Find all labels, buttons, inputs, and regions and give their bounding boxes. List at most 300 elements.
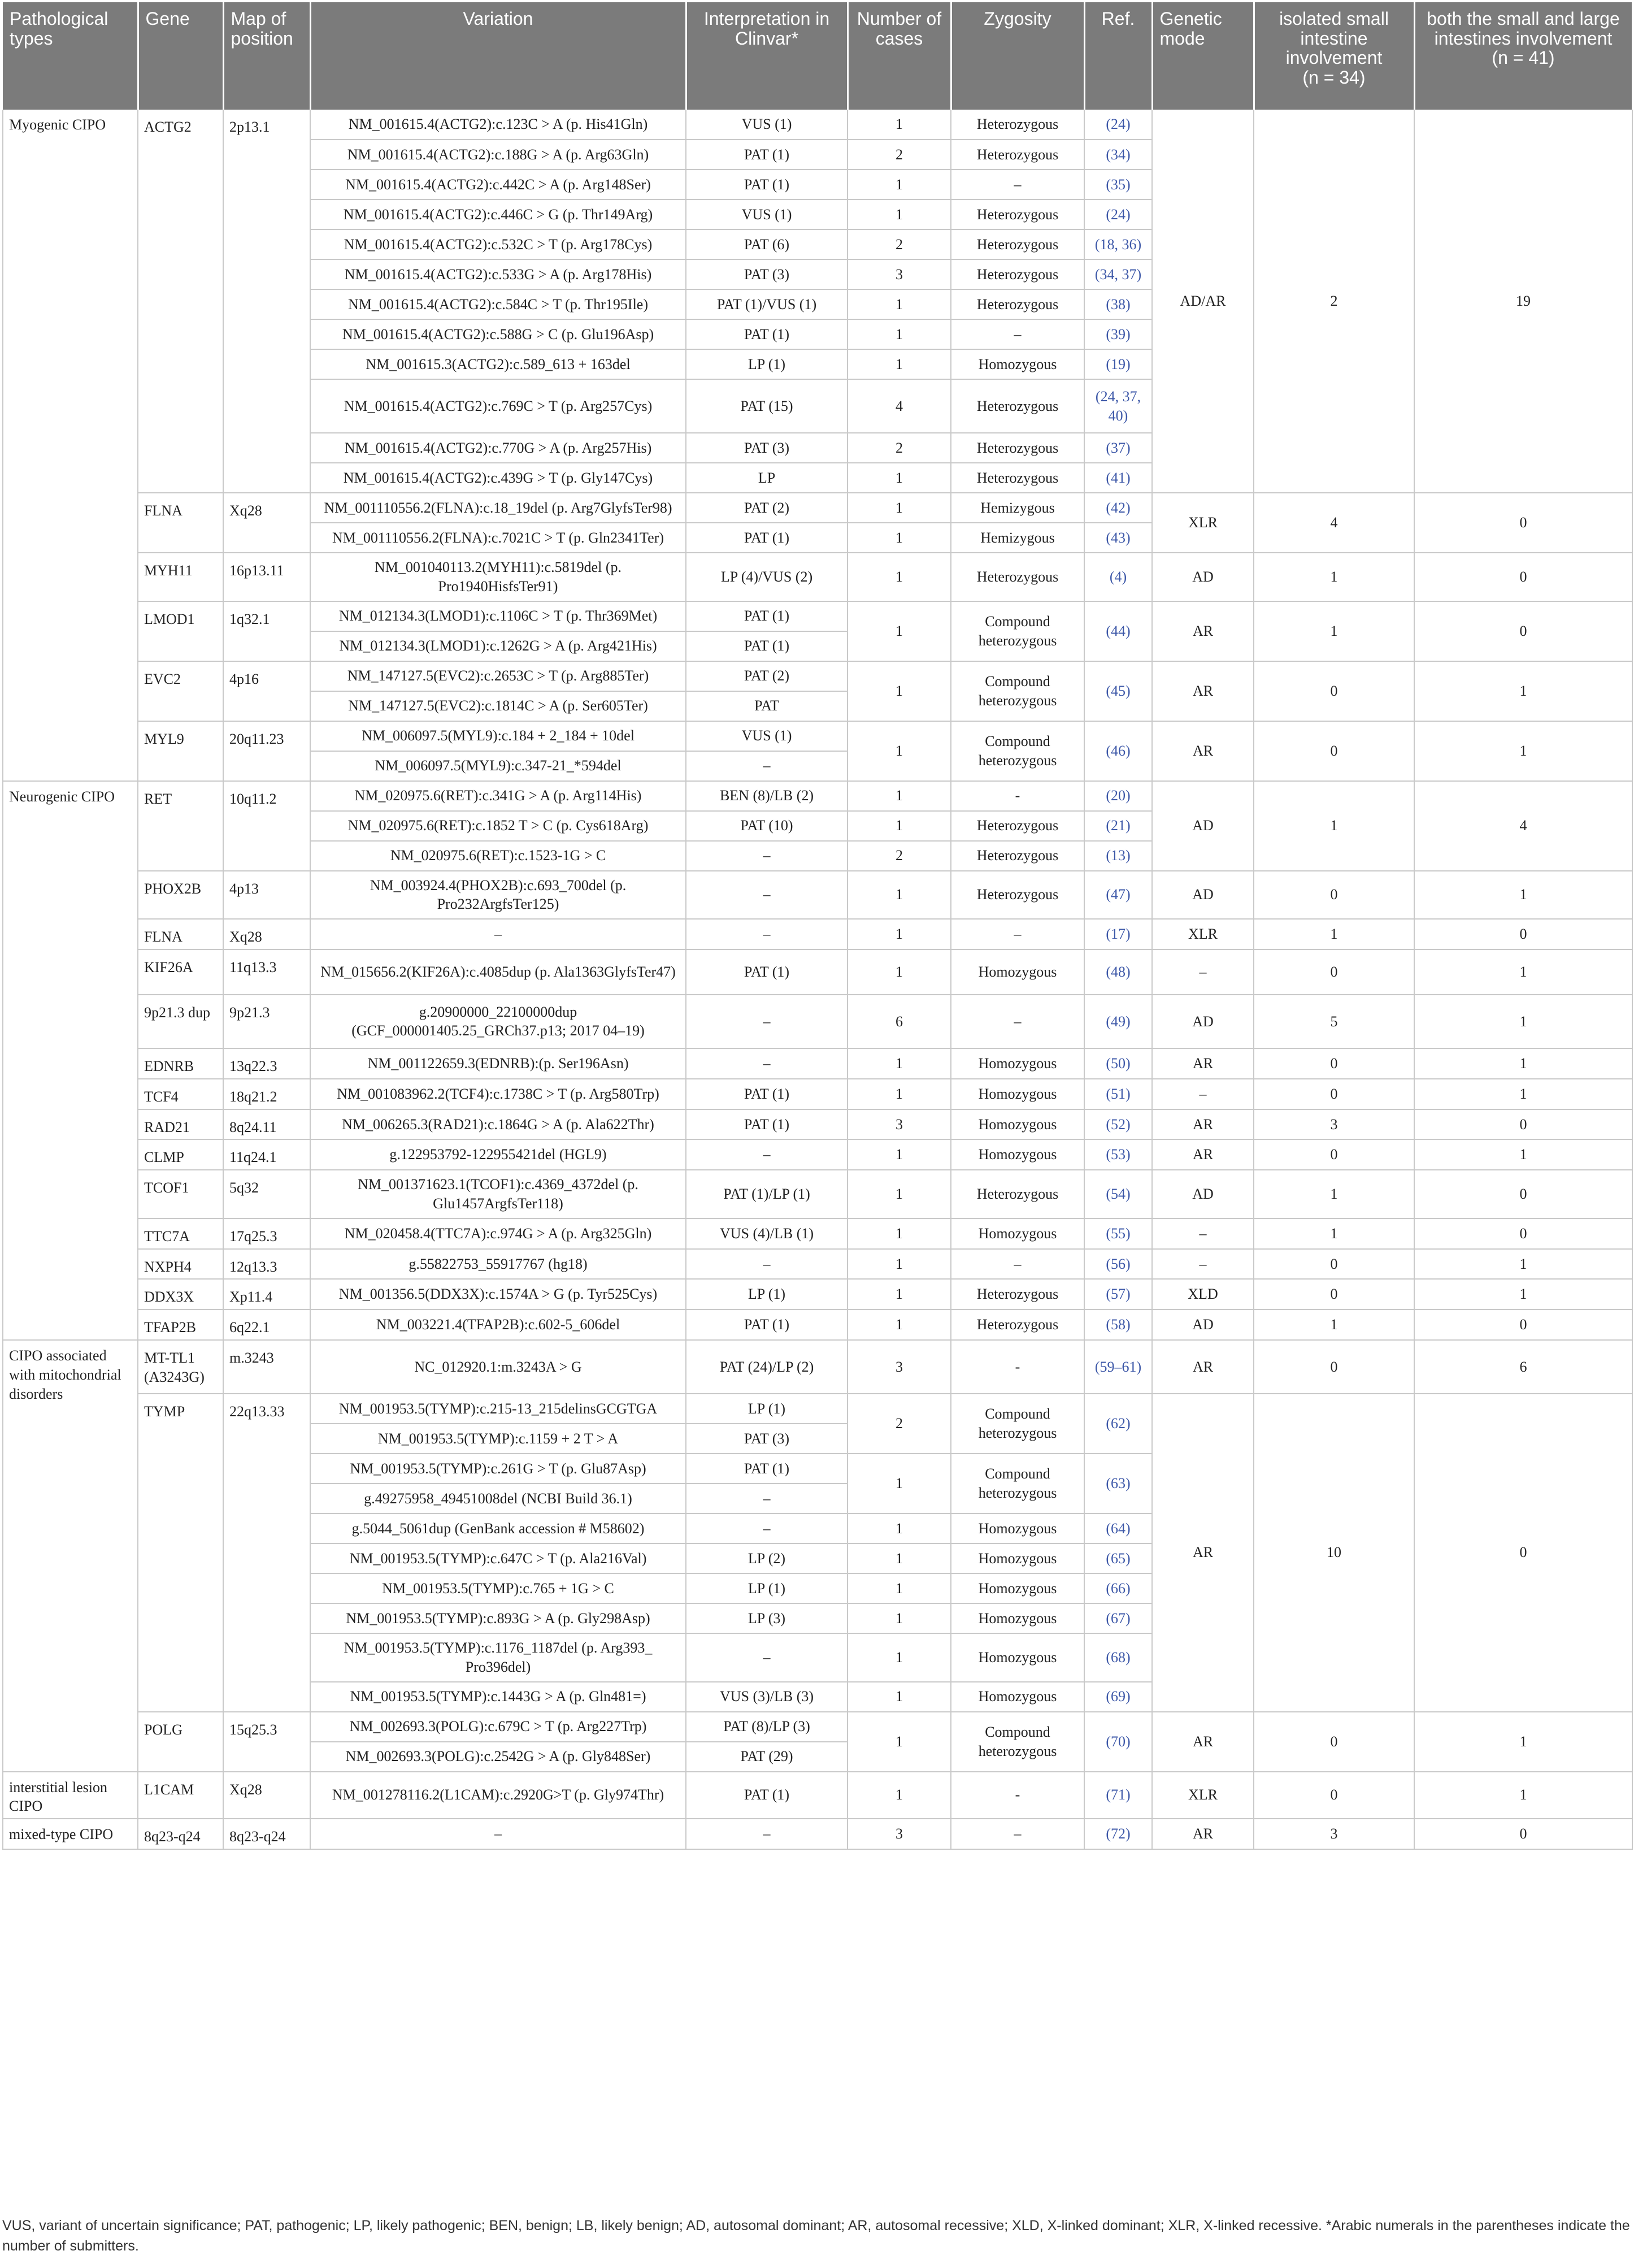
ref-cell: (65) [1084, 1543, 1152, 1573]
variation-cell: NM_001953.5(TYMP):c.647C > T (p. Ala216Val) [310, 1543, 686, 1573]
header-ref: Ref. [1084, 2, 1152, 110]
map-position-cell: Xq28 [223, 1772, 310, 1819]
map-position-cell: 20q11.23 [223, 721, 310, 781]
interpretation-cell: PAT (1) [686, 949, 848, 995]
variation-cell: NM_012134.3(LMOD1):c.1262G > A (p. Arg421His) [310, 631, 686, 661]
zygosity-cell: Homozygous [951, 1048, 1084, 1079]
header-map-of-position: Map of position [223, 2, 310, 110]
variation-cell: NM_001615.4(ACTG2):c.533G > A (p. Arg178His) [310, 259, 686, 289]
cases-cell: 1 [848, 1309, 951, 1340]
variation-cell: NM_001953.5(TYMP):c.1443G > A (p. Gln481=) [310, 1682, 686, 1712]
zygosity-cell: – [951, 1249, 1084, 1280]
ref-cell: (39) [1084, 319, 1152, 349]
ref-cell: (58) [1084, 1309, 1152, 1340]
variation-cell: NM_001953.5(TYMP):c.261G > T (p. Glu87Asp) [310, 1454, 686, 1484]
variation-cell: NM_001122659.3(EDNRB):(p. Ser196Asn) [310, 1048, 686, 1079]
interpretation-cell: PAT (3) [686, 259, 848, 289]
cases-cell: 1 [848, 919, 951, 949]
ref-cell: (41) [1084, 463, 1152, 493]
cases-cell: 6 [848, 995, 951, 1048]
interpretation-cell: PAT (2) [686, 661, 848, 691]
genetic-mode-cell: – [1152, 1249, 1254, 1280]
variation-cell: NM_020975.6(RET):c.341G > A (p. Arg114His) [310, 781, 686, 811]
table-body [3, 110, 1632, 1849]
variation-cell: NM_001083962.2(TCF4):c.1738C > T (p. Arg580Trp) [310, 1079, 686, 1109]
cases-cell: 3 [848, 259, 951, 289]
table-row [3, 1218, 1632, 1249]
genetic-mode-cell: AR [1152, 1340, 1254, 1394]
isolated-small-cell: 0 [1254, 1249, 1414, 1280]
pathological-type-cell: mixed-type CIPO [3, 1819, 138, 1849]
genetic-mode-cell: – [1152, 949, 1254, 995]
map-position-cell: 2p13.1 [223, 110, 310, 493]
header-both-label: both the small and large intestines involvement [1427, 8, 1620, 49]
cases-cell: 1 [848, 1772, 951, 1819]
ref-cell: (57) [1084, 1279, 1152, 1309]
interpretation-cell: – [686, 1484, 848, 1514]
interpretation-cell: LP (1) [686, 349, 848, 379]
table-header-row [3, 2, 1632, 110]
both-intestines-cell: 1 [1414, 1712, 1632, 1772]
map-position-cell: 5q32 [223, 1170, 310, 1218]
cases-cell: 1 [848, 493, 951, 523]
ref-cell: (67) [1084, 1603, 1152, 1633]
both-intestines-cell: 1 [1414, 995, 1632, 1048]
zygosity-cell: Homozygous [951, 1079, 1084, 1109]
variation-cell: NM_001615.4(ACTG2):c.588G > C (p. Glu196Asp) [310, 319, 686, 349]
header-both-n: (n = 41) [1492, 47, 1555, 68]
isolated-small-cell: 3 [1254, 1109, 1414, 1140]
isolated-small-cell: 10 [1254, 1394, 1414, 1712]
table-row [3, 995, 1632, 1048]
cases-cell: 1 [848, 1633, 951, 1682]
table-footnote: VUS, variant of uncertain significance; PAT, pathogenic; LP, likely pathogenic; BEN, benign; LB, likely benign; AD, autosomal dominant; AR, autosomal recessive; XLD, X-linked dominant; XLR, X-linked recessive. *Arabic numerals in the parentheses indicate the number of submitters. [2, 2218, 1630, 2254]
header-interpretation: Interpretation in Clinvar* [686, 2, 848, 110]
header-pathological-types: Pathological types [3, 2, 138, 110]
zygosity-cell: Heterozygous [951, 1170, 1084, 1218]
header-number-of-cases: Number of cases [848, 2, 951, 110]
interpretation-cell: – [686, 1048, 848, 1079]
ref-cell: (38) [1084, 289, 1152, 319]
zygosity-cell: – [951, 319, 1084, 349]
gene-cell: MT-TL1 (A3243G) [138, 1340, 223, 1394]
cases-cell: 1 [848, 170, 951, 200]
map-position-cell: 4p16 [223, 661, 310, 721]
table-row [3, 721, 1632, 751]
variation-cell: NM_003924.4(PHOX2B):c.693_700del (p. Pro232ArgfsTer125) [310, 871, 686, 920]
both-intestines-cell: 19 [1414, 110, 1632, 493]
isolated-small-cell: 0 [1254, 1712, 1414, 1772]
variants-table [2, 2, 1633, 1850]
isolated-small-cell: 5 [1254, 995, 1414, 1048]
both-intestines-cell: 1 [1414, 661, 1632, 721]
cases-cell: 2 [848, 433, 951, 463]
ref-cell: (62) [1084, 1394, 1152, 1454]
variation-cell: NM_001953.5(TYMP):c.1176_1187del (p. Arg393_ Pro396del) [310, 1633, 686, 1682]
cases-cell: 1 [848, 1454, 951, 1514]
both-intestines-cell: 0 [1414, 1218, 1632, 1249]
table-row [3, 661, 1632, 691]
isolated-small-cell: 3 [1254, 1819, 1414, 1849]
cases-cell: 1 [848, 523, 951, 553]
cases-cell: 1 [848, 871, 951, 920]
map-position-cell: 13q22.3 [223, 1048, 310, 1079]
variation-cell: NM_001110556.2(FLNA):c.7021C > T (p. Gln2341Ter) [310, 523, 686, 553]
variation-cell: g.49275958_49451008del (NCBI Build 36.1) [310, 1484, 686, 1514]
variation-cell: NM_001615.4(ACTG2):c.770G > A (p. Arg257His) [310, 433, 686, 463]
interpretation-cell: – [686, 1819, 848, 1849]
ref-cell: (35) [1084, 170, 1152, 200]
ref-cell: (52) [1084, 1109, 1152, 1140]
interpretation-cell: PAT (1) [686, 1309, 848, 1340]
cases-cell: 3 [848, 1819, 951, 1849]
header-both [1414, 2, 1632, 110]
both-intestines-cell: 1 [1414, 1048, 1632, 1079]
zygosity-cell: Homozygous [951, 949, 1084, 995]
table-row [3, 601, 1632, 631]
interpretation-cell: PAT (1) [686, 631, 848, 661]
zygosity-cell: – [951, 1819, 1084, 1849]
interpretation-cell: PAT (1)/VUS (1) [686, 289, 848, 319]
genetic-mode-cell: – [1152, 1079, 1254, 1109]
ref-cell: (54) [1084, 1170, 1152, 1218]
ref-cell: (68) [1084, 1633, 1152, 1682]
genetic-mode-cell: AR [1152, 1139, 1254, 1170]
cases-cell: 2 [848, 841, 951, 871]
table-row [3, 1819, 1632, 1849]
variation-cell: NM_001615.4(ACTG2):c.769C > T (p. Arg257Cys) [310, 379, 686, 433]
zygosity-cell: Homozygous [951, 349, 1084, 379]
pathological-type-cell: Neurogenic CIPO [3, 781, 138, 1340]
gene-cell: TTC7A [138, 1218, 223, 1249]
ref-cell: (4) [1084, 553, 1152, 601]
ref-cell: (20) [1084, 781, 1152, 811]
header-genetic-mode: Genetic mode [1152, 2, 1254, 110]
table-row [3, 1170, 1632, 1218]
interpretation-cell: LP (1) [686, 1279, 848, 1309]
ref-cell: (66) [1084, 1573, 1152, 1603]
gene-cell: TCF4 [138, 1079, 223, 1109]
isolated-small-cell: 1 [1254, 781, 1414, 871]
cases-cell: 1 [848, 1170, 951, 1218]
genetic-mode-cell: AR [1152, 1048, 1254, 1079]
zygosity-cell: Compound heterozygous [951, 721, 1084, 781]
map-position-cell: Xq28 [223, 493, 310, 553]
variation-cell: NC_012920.1:m.3243A > G [310, 1340, 686, 1394]
cases-cell: 1 [848, 781, 951, 811]
variation-cell: NM_002693.3(POLG):c.2542G > A (p. Gly848Ser) [310, 1742, 686, 1772]
cases-cell: 1 [848, 349, 951, 379]
cases-cell: 1 [848, 661, 951, 721]
genetic-mode-cell: AD [1152, 1309, 1254, 1340]
variation-cell: NM_001615.4(ACTG2):c.584C > T (p. Thr195Ile) [310, 289, 686, 319]
header-isolated-small [1254, 2, 1414, 110]
genetic-mode-cell: AD/AR [1152, 110, 1254, 493]
ref-cell: (21) [1084, 811, 1152, 841]
ref-cell: (34, 37) [1084, 259, 1152, 289]
zygosity-cell: Hemizygous [951, 493, 1084, 523]
gene-cell: KIF26A [138, 949, 223, 995]
variation-cell: NM_006097.5(MYL9):c.347-21_*594del [310, 751, 686, 781]
cases-cell: 1 [848, 553, 951, 601]
isolated-small-cell: 1 [1254, 1309, 1414, 1340]
ref-cell: (34) [1084, 140, 1152, 170]
ref-cell: (64) [1084, 1514, 1152, 1543]
gene-cell: CLMP [138, 1139, 223, 1170]
header-variation: Variation [310, 2, 686, 110]
cases-cell: 3 [848, 1109, 951, 1140]
cases-cell: 1 [848, 1543, 951, 1573]
cases-cell: 1 [848, 289, 951, 319]
pathological-type-cell: Myogenic CIPO [3, 110, 138, 781]
table-row [3, 949, 1632, 995]
map-position-cell: Xq28 [223, 919, 310, 949]
map-position-cell: 10q11.2 [223, 781, 310, 871]
variation-cell: NM_001615.4(ACTG2):c.442C > A (p. Arg148Ser) [310, 170, 686, 200]
gene-cell: MYH11 [138, 553, 223, 601]
table-row [3, 1048, 1632, 1079]
interpretation-cell: – [686, 871, 848, 920]
pathological-type-cell: interstitial lesion CIPO [3, 1772, 138, 1819]
zygosity-cell: Homozygous [951, 1218, 1084, 1249]
variation-cell: NM_147127.5(EVC2):c.1814C > A (p. Ser605Ter) [310, 691, 686, 721]
zygosity-cell: Homozygous [951, 1603, 1084, 1633]
cases-cell: 1 [848, 1139, 951, 1170]
both-intestines-cell: 0 [1414, 1394, 1632, 1712]
both-intestines-cell: 1 [1414, 1139, 1632, 1170]
both-intestines-cell: 1 [1414, 1772, 1632, 1819]
gene-cell: ACTG2 [138, 110, 223, 493]
zygosity-cell: Heterozygous [951, 289, 1084, 319]
interpretation-cell: PAT (15) [686, 379, 848, 433]
both-intestines-cell: 1 [1414, 949, 1632, 995]
variation-cell: NM_001356.5(DDX3X):c.1574A > G (p. Tyr525Cys) [310, 1279, 686, 1309]
variation-cell: NM_006265.3(RAD21):c.1864G > A (p. Ala622Thr) [310, 1109, 686, 1140]
zygosity-cell: Compound heterozygous [951, 661, 1084, 721]
interpretation-cell: – [686, 995, 848, 1048]
genetic-mode-cell: AR [1152, 601, 1254, 661]
isolated-small-cell: 0 [1254, 1772, 1414, 1819]
table-row [3, 781, 1632, 811]
interpretation-cell: PAT (1) [686, 1772, 848, 1819]
zygosity-cell: Homozygous [951, 1109, 1084, 1140]
cases-cell: 1 [848, 721, 951, 781]
genetic-mode-cell: AR [1152, 1109, 1254, 1140]
ref-cell: (71) [1084, 1772, 1152, 1819]
table-row [3, 110, 1632, 140]
isolated-small-cell: 0 [1254, 1279, 1414, 1309]
isolated-small-cell: 0 [1254, 1139, 1414, 1170]
gene-cell: RAD21 [138, 1109, 223, 1140]
both-intestines-cell: 0 [1414, 1309, 1632, 1340]
interpretation-cell: LP (4)/VUS (2) [686, 553, 848, 601]
variation-cell: – [310, 1819, 686, 1849]
ref-cell: (50) [1084, 1048, 1152, 1079]
genetic-mode-cell: AR [1152, 1394, 1254, 1712]
interpretation-cell: PAT (1) [686, 170, 848, 200]
cases-cell: 1 [848, 1712, 951, 1772]
interpretation-cell: PAT (10) [686, 811, 848, 841]
ref-cell: (19) [1084, 349, 1152, 379]
table-row [3, 553, 1632, 601]
genetic-mode-cell: XLR [1152, 493, 1254, 553]
interpretation-cell: PAT (6) [686, 229, 848, 259]
cases-cell: 1 [848, 1573, 951, 1603]
variation-cell: NM_020975.6(RET):c.1523-1G > C [310, 841, 686, 871]
gene-cell: TYMP [138, 1394, 223, 1712]
interpretation-cell: PAT (24)/LP (2) [686, 1340, 848, 1394]
genetic-mode-cell: AR [1152, 1819, 1254, 1849]
ref-cell: (46) [1084, 721, 1152, 781]
genetic-mode-cell: AD [1152, 995, 1254, 1048]
interpretation-cell: VUS (1) [686, 200, 848, 229]
header-zygosity: Zygosity [951, 2, 1084, 110]
zygosity-cell: Homozygous [951, 1682, 1084, 1712]
genetic-mode-cell: XLD [1152, 1279, 1254, 1309]
table-row [3, 1309, 1632, 1340]
map-position-cell: 11q13.3 [223, 949, 310, 995]
table-row [3, 493, 1632, 523]
cases-cell: 1 [848, 1682, 951, 1712]
interpretation-cell: PAT (3) [686, 1424, 848, 1454]
ref-cell: (70) [1084, 1712, 1152, 1772]
interpretation-cell: PAT (1) [686, 601, 848, 631]
zygosity-cell: Heterozygous [951, 1279, 1084, 1309]
interpretation-cell: – [686, 1139, 848, 1170]
isolated-small-cell: 1 [1254, 1170, 1414, 1218]
gene-cell: FLNA [138, 919, 223, 949]
interpretation-cell: – [686, 1633, 848, 1682]
ref-cell: (63) [1084, 1454, 1152, 1514]
interpretation-cell: PAT (29) [686, 1742, 848, 1772]
interpretation-cell: LP [686, 463, 848, 493]
gene-cell: PHOX2B [138, 871, 223, 920]
table-row [3, 871, 1632, 920]
interpretation-cell: PAT (1)/LP (1) [686, 1170, 848, 1218]
both-intestines-cell: 1 [1414, 1079, 1632, 1109]
interpretation-cell: LP (2) [686, 1543, 848, 1573]
ref-cell: (56) [1084, 1249, 1152, 1280]
map-position-cell: 15q25.3 [223, 1712, 310, 1772]
isolated-small-cell: 0 [1254, 871, 1414, 920]
map-position-cell: 1q32.1 [223, 601, 310, 661]
zygosity-cell: Homozygous [951, 1139, 1084, 1170]
ref-cell: (13) [1084, 841, 1152, 871]
isolated-small-cell: 0 [1254, 1079, 1414, 1109]
interpretation-cell: PAT (1) [686, 319, 848, 349]
zygosity-cell: Compound heterozygous [951, 1712, 1084, 1772]
ref-cell: (51) [1084, 1079, 1152, 1109]
zygosity-cell: Heterozygous [951, 200, 1084, 229]
table-row [3, 1772, 1632, 1819]
cases-cell: 1 [848, 1279, 951, 1309]
gene-cell: MYL9 [138, 721, 223, 781]
isolated-small-cell: 1 [1254, 553, 1414, 601]
zygosity-cell: – [951, 919, 1084, 949]
ref-cell: (43) [1084, 523, 1152, 553]
table-row [3, 1394, 1632, 1424]
zygosity-cell: Heterozygous [951, 811, 1084, 841]
cases-cell: 1 [848, 463, 951, 493]
genetic-mode-cell: AR [1152, 721, 1254, 781]
interpretation-cell: – [686, 841, 848, 871]
isolated-small-cell: 0 [1254, 661, 1414, 721]
variation-cell: NM_002693.3(POLG):c.679C > T (p. Arg227Trp) [310, 1712, 686, 1742]
interpretation-cell: LP (3) [686, 1603, 848, 1633]
variation-cell: g.122953792-122955421del (HGL9) [310, 1139, 686, 1170]
interpretation-cell: PAT (1) [686, 1079, 848, 1109]
ref-cell: (48) [1084, 949, 1152, 995]
ref-cell: (59–61) [1084, 1340, 1152, 1394]
cases-cell: 1 [848, 1218, 951, 1249]
both-intestines-cell: 0 [1414, 1109, 1632, 1140]
zygosity-cell: Heterozygous [951, 110, 1084, 140]
gene-cell: FLNA [138, 493, 223, 553]
cases-cell: 1 [848, 1249, 951, 1280]
map-position-cell: 11q24.1 [223, 1139, 310, 1170]
interpretation-cell: PAT (8)/LP (3) [686, 1712, 848, 1742]
both-intestines-cell: 0 [1414, 1170, 1632, 1218]
interpretation-cell: – [686, 919, 848, 949]
map-position-cell: 17q25.3 [223, 1218, 310, 1249]
ref-cell: (37) [1084, 433, 1152, 463]
cases-cell: 1 [848, 200, 951, 229]
gene-cell: NXPH4 [138, 1249, 223, 1280]
interpretation-cell: LP (1) [686, 1573, 848, 1603]
cases-cell: 1 [848, 1514, 951, 1543]
isolated-small-cell: 0 [1254, 1048, 1414, 1079]
zygosity-cell: Heterozygous [951, 463, 1084, 493]
isolated-small-cell: 0 [1254, 721, 1414, 781]
gene-cell: DDX3X [138, 1279, 223, 1309]
genetic-mode-cell: AD [1152, 871, 1254, 920]
isolated-small-cell: 4 [1254, 493, 1414, 553]
cases-cell: 1 [848, 811, 951, 841]
cases-cell: 1 [848, 1048, 951, 1079]
cases-cell: 3 [848, 1340, 951, 1394]
zygosity-cell: Homozygous [951, 1514, 1084, 1543]
cases-cell: 4 [848, 379, 951, 433]
table-row [3, 1249, 1632, 1280]
cases-cell: 2 [848, 1394, 951, 1454]
variation-cell: NM_001953.5(TYMP):c.765 + 1G > C [310, 1573, 686, 1603]
map-position-cell: 6q22.1 [223, 1309, 310, 1340]
genetic-mode-cell: AD [1152, 1170, 1254, 1218]
cases-cell: 1 [848, 1603, 951, 1633]
header-isolated-small-n: (n = 34) [1302, 67, 1366, 88]
both-intestines-cell: 0 [1414, 493, 1632, 553]
map-position-cell: 8q23-q24 [223, 1819, 310, 1849]
gene-cell: RET [138, 781, 223, 871]
table-row [3, 1139, 1632, 1170]
both-intestines-cell: 6 [1414, 1340, 1632, 1394]
zygosity-cell: Heterozygous [951, 259, 1084, 289]
both-intestines-cell: 4 [1414, 781, 1632, 871]
header-gene: Gene [138, 2, 223, 110]
ref-cell: (44) [1084, 601, 1152, 661]
variation-cell: NM_001953.5(TYMP):c.893G > A (p. Gly298Asp) [310, 1603, 686, 1633]
interpretation-cell: PAT (1) [686, 523, 848, 553]
isolated-small-cell: 1 [1254, 1218, 1414, 1249]
ref-cell: (24, 37, 40) [1084, 379, 1152, 433]
map-position-cell: Xp11.4 [223, 1279, 310, 1309]
zygosity-cell: Heterozygous [951, 229, 1084, 259]
interpretation-cell: LP (1) [686, 1394, 848, 1424]
map-position-cell: 4p13 [223, 871, 310, 920]
variation-cell: NM_001615.4(ACTG2):c.446C > G (p. Thr149Arg) [310, 200, 686, 229]
variation-cell: NM_001953.5(TYMP):c.1159 + 2 T > A [310, 1424, 686, 1454]
interpretation-cell: PAT (1) [686, 1454, 848, 1484]
